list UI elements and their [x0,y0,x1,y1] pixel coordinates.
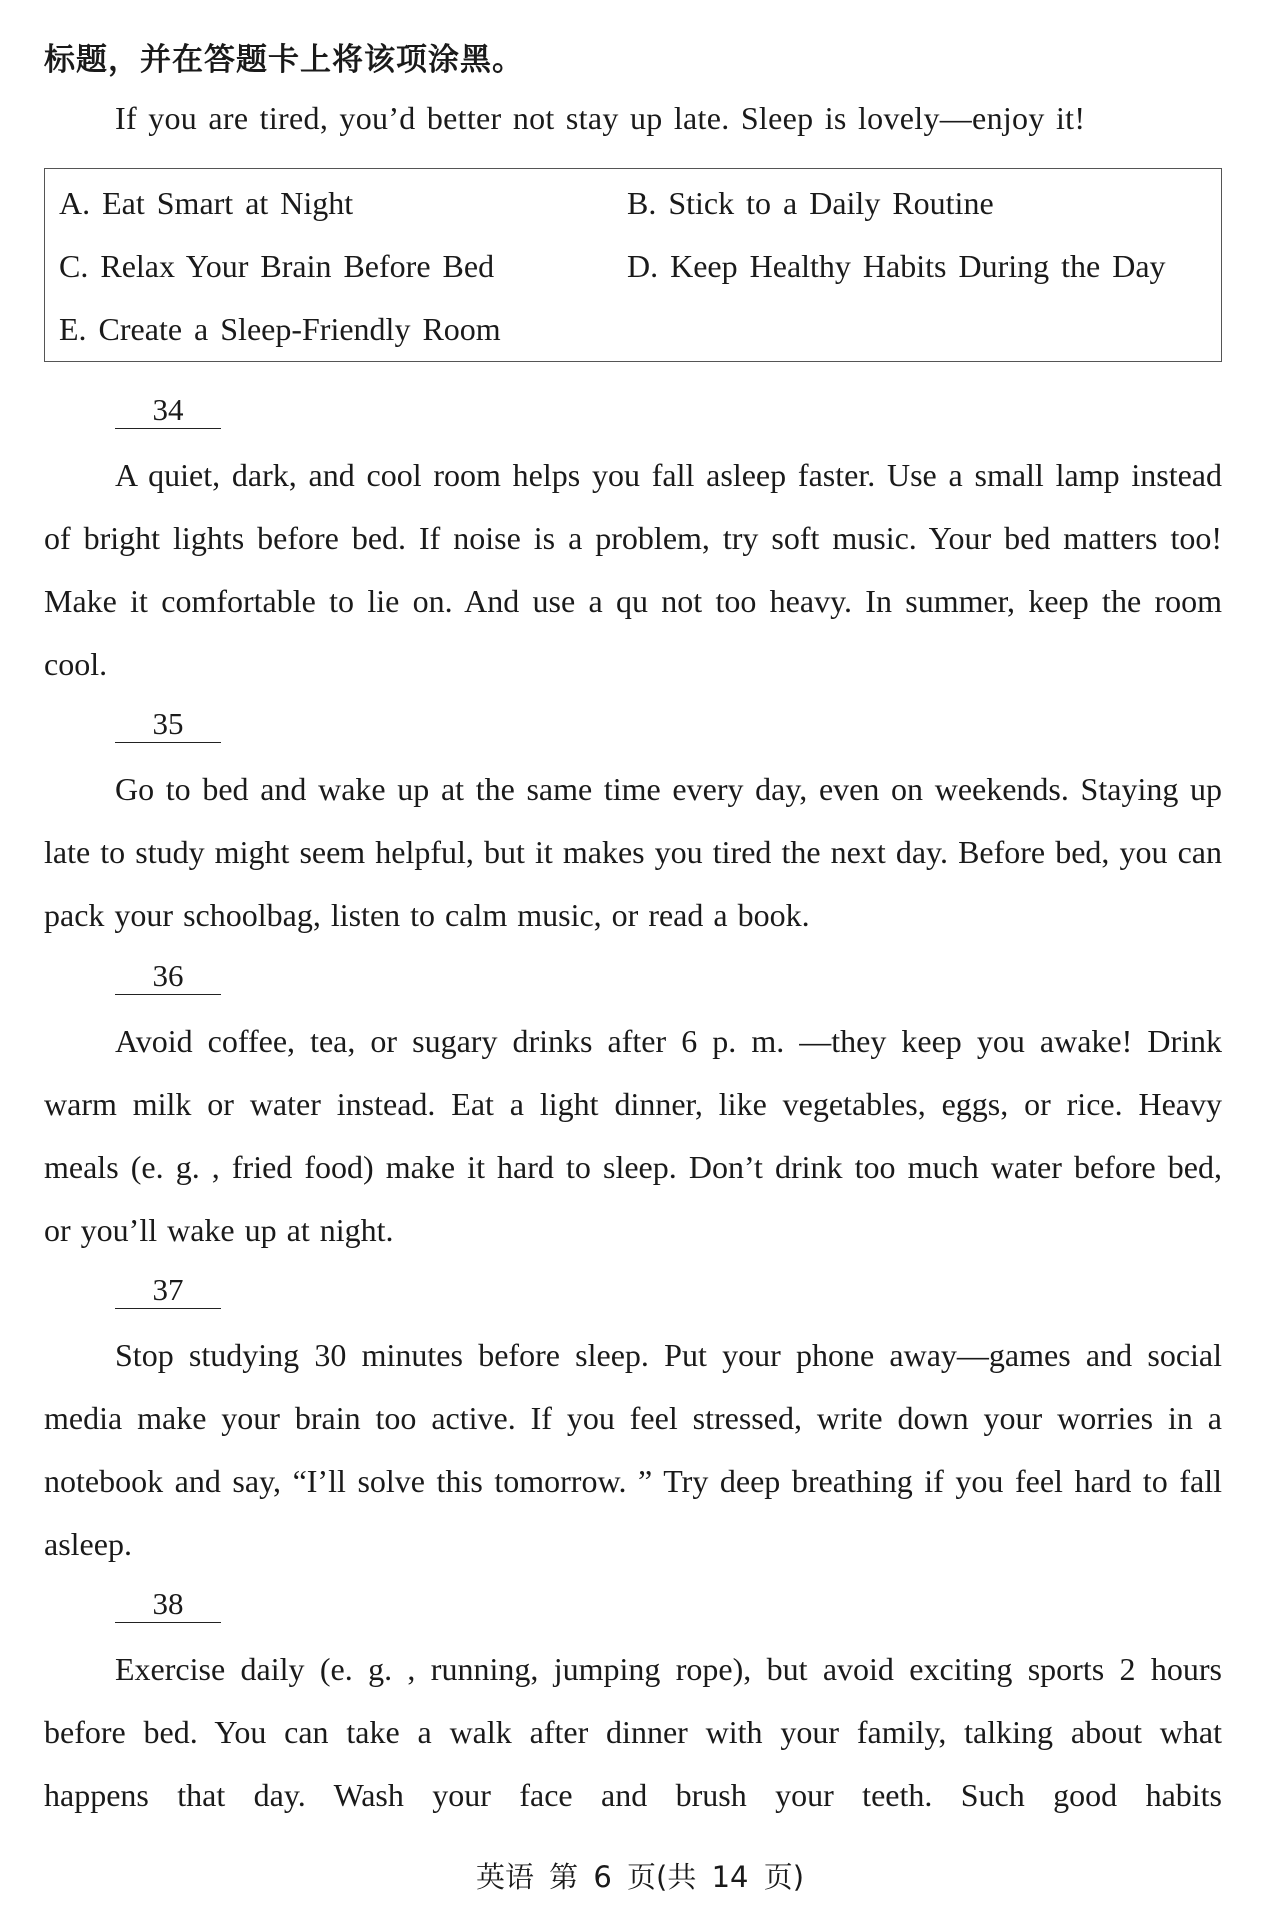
paragraph-35 [44,758,1222,947]
options-box [44,168,1222,362]
paragraph-37 [44,1324,1222,1576]
blank-38: 38 [115,1586,221,1623]
paragraph-36 [44,1010,1222,1262]
paragraph-35-text: Go to bed and wake up at the same time every day, even on weekends. Staying up late to study might seem helpful, but it makes you tired the next day. Before bed, you can pack your schoolbag, listen to calm music, or read a book. [44,771,1222,933]
option-c: C. Relax Your Brain Before Bed [59,248,495,284]
paragraph-37-text: Stop studying 30 minutes before sleep. Put your phone away—games and social media make your brain too active. If you feel stressed, write down your worries in a notebook and say, “I’ll solve this tomorrow. ” Try deep breathing if you feel hard to fall asleep. [44,1337,1222,1562]
paragraph-38-text: Exercise daily (e. g. , running, jumping rope), but avoid exciting sports 2 hours before bed. You can take a walk after dinner with your family, talking about what happens that day. Wash your face and brush your teeth. Such good habits [44,1651,1222,1813]
option-a: A. Eat Smart at Night [59,185,354,221]
option-b: B. Stick to a Daily Routine [627,185,994,221]
blank-35: 35 [115,706,221,743]
instruction-heading: 标题，并在答题卡上将该项涂黑。 [44,42,524,78]
blank-37: 37 [115,1272,221,1309]
page-footer: 英语 第 6 页(共 14 页) [475,1860,805,1894]
option-d: D. Keep Healthy Habits During the Day [627,248,1166,284]
blank-34: 34 [115,392,221,429]
paragraph-34 [44,444,1222,696]
blank-36: 36 [115,958,221,995]
paragraph-38 [44,1638,1222,1827]
paragraph-34-text: A quiet, dark, and cool room helps you fall asleep faster. Use a small lamp instead of bright lights before bed. If noise is a problem, try soft music. Your bed matters too! Make it comfortable to lie on. And use a qu not too heavy. In summer, keep the room cool. [44,457,1222,682]
option-e: E. Create a Sleep-Friendly Room [59,311,501,347]
paragraph-36-text: Avoid coffee, tea, or sugary drinks after 6 p. m. —they keep you awake! Drink warm milk or water instead. Eat a light dinner, like vegetables, eggs, or rice. Heavy meals (e. g. , fried food) make it hard to sleep. Don’t drink too much water before bed, or you’ll wake up at night. [44,1023,1222,1248]
intro-sentence: If you are tired, you’d better not stay up late. Sleep is lovely—enjoy it! [115,100,1086,136]
